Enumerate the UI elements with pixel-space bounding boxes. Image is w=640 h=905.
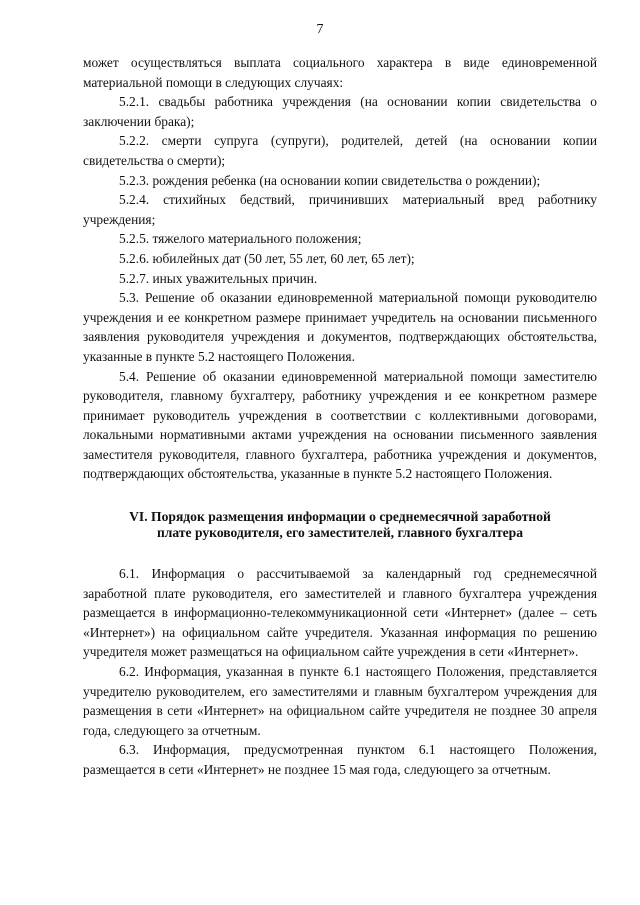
paragraph: может осуществляться выплата социального характера в виде единовременной материальной помощи в следующих случаях: bbox=[83, 55, 597, 90]
section-heading-line-1: VI. Порядок размещения информации о среднемесячной заработной bbox=[129, 509, 551, 525]
paragraph: 6.1. Информация о рассчитываемой за календарный год среднемесячной заработной плате руководителя, его заместителей и главного бухгалтера учреждения размещается в информационно-телекоммуникационной сети «Интернет» (далее – сеть «Интернет») на официальном сайте учредителя. Указанная информация по решению учредителя может размещаться на официальном сайте учреждения в сети «Интернет». bbox=[83, 566, 597, 660]
paragraph: 5.3. Решение об оказании единовременной материальной помощи руководителю учреждения и ее конкретном размере принимает учредитель на основании письменного заявления руководителя учреждения и документов, подтверждающих обстоятельства, указанные в пункте 5.2 настоящего Положения. bbox=[83, 290, 597, 364]
section-6-paragraphs bbox=[83, 564, 597, 780]
paragraph: 5.2.1. свадьбы работника учреждения (на основании копии свидетельства о заключении брака); bbox=[83, 94, 597, 129]
document-body bbox=[83, 53, 597, 780]
paragraph: 5.2.6. юбилейных дат (50 лет, 55 лет, 60 лет, 65 лет); bbox=[119, 250, 415, 266]
section-5-continuation bbox=[83, 53, 597, 484]
paragraph: 5.4. Решение об оказании единовременной материальной помощи заместителю руководителя, главному бухгалтеру, работнику учреждения и ее конкретном размере принимает руководитель учреждения в соответствии с коллективными договорами, локальными нормативными актами учреждения на основании письменного заявления заместителя руководителя, главного бухгалтера, работника учреждения и документов, подтверждающих обстоятельства, указанные в пункте 5.2 настоящего Положения. bbox=[83, 368, 597, 482]
section-heading-line-2: плате руководителя, его заместителей, главного бухгалтера bbox=[156, 524, 524, 540]
paragraph: 6.3. Информация, предусмотренная пунктом 6.1 настоящего Положения, размещается в сети «Интернет» не позднее 15 мая года, следующего за отчетным. bbox=[83, 742, 597, 777]
paragraph: 5.2.5. тяжелого материального положения; bbox=[119, 231, 362, 247]
page-number: 7 bbox=[316, 22, 324, 37]
section-heading bbox=[83, 509, 597, 540]
paragraph: 5.2.3. рождения ребенка (на основании копии свидетельства о рождении); bbox=[119, 172, 541, 188]
paragraph: 5.2.2. смерти супруга (супруги), родителей, детей (на основании копии свидетельства о смерти); bbox=[83, 133, 597, 168]
paragraph: 6.2. Информация, указанная в пункте 6.1 настоящего Положения, представляется учредителю руководителем, его заместителями и главным бухгалтером учреждения для размещения в сети «Интернет» на официальном сайте учредителя не позднее 30 апреля года, следующего за отчетным. bbox=[83, 664, 597, 738]
paragraph: 5.2.4. стихийных бедствий, причинивших материальный вред работнику учреждения; bbox=[83, 192, 597, 227]
paragraph: 5.2.7. иных уважительных причин. bbox=[119, 270, 318, 286]
